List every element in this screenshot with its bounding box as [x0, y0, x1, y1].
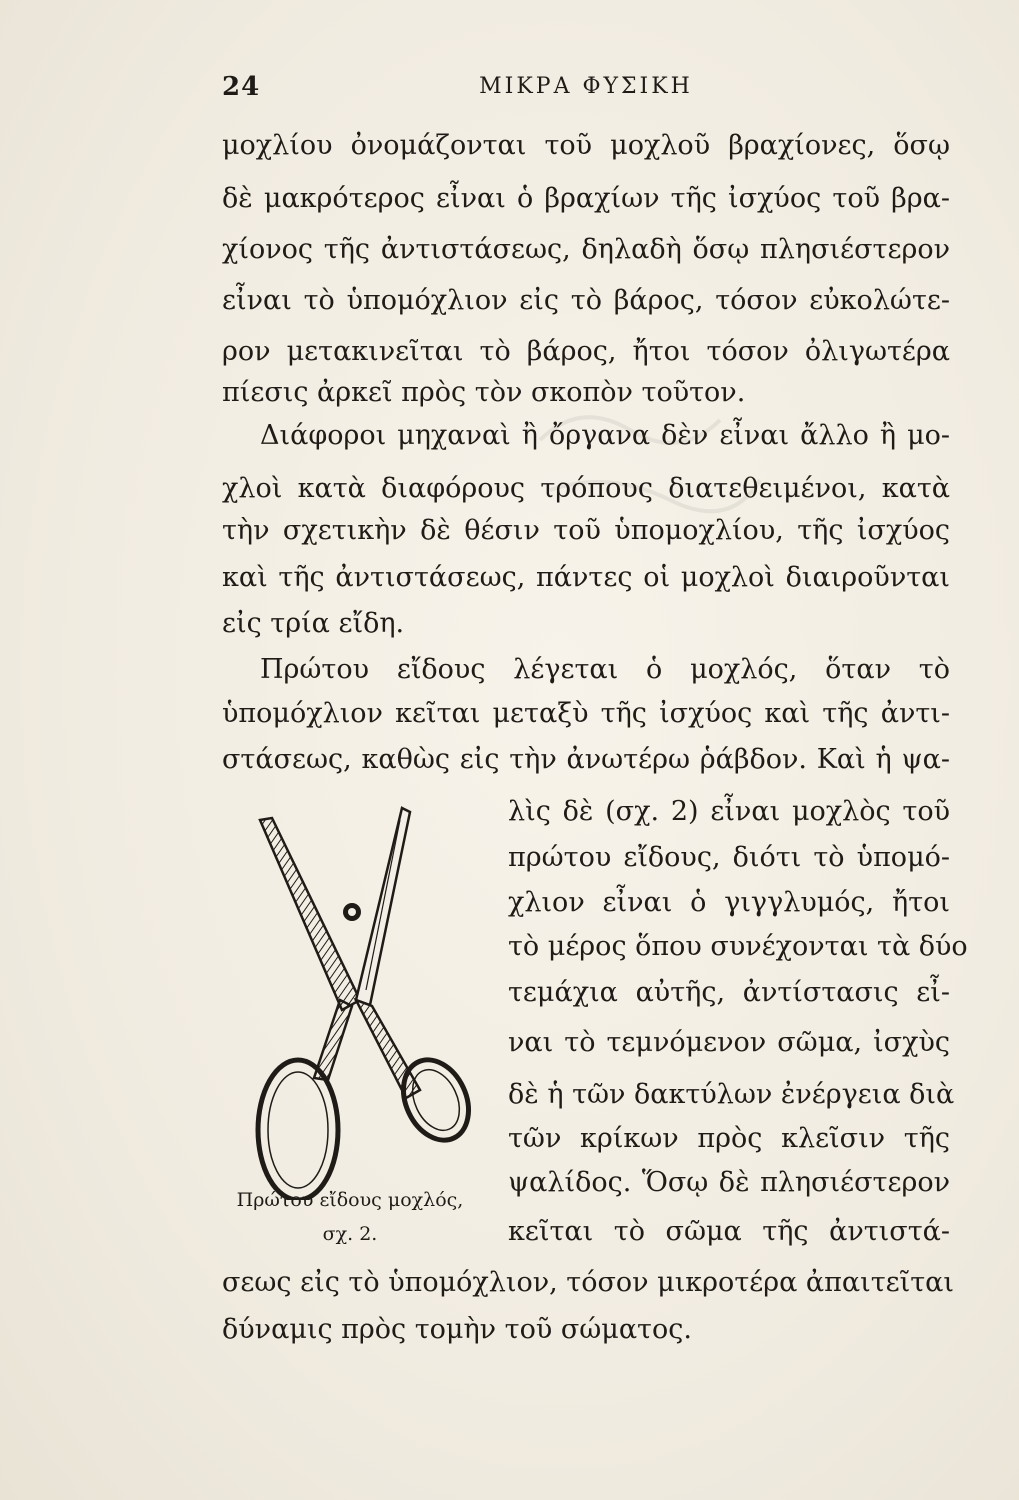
text-line: στάσεως, καθὼς εἰς τὴν ἀνωτέρω ῥάβδον. Καὶ ἡ ψα- — [222, 744, 950, 775]
page-number: 24 — [222, 72, 261, 102]
scissors-icon — [220, 800, 500, 1200]
text-line: χλιον εἶναι ὁ γιγγλυμός, ἤτοι — [508, 887, 950, 918]
text-line: σεως εἰς τὸ ὑπομόχλιον, τόσον μικροτέρα ἀπαιτεῖται — [222, 1267, 954, 1298]
text-line: εἶναι τὸ ὑπομόχλιον εἰς τὸ βάρος, τόσον εὐκολώτε- — [222, 285, 950, 316]
scissors-figure — [220, 800, 500, 1200]
text-line: τῶν κρίκων πρὸς κλεῖσιν τῆς — [508, 1123, 950, 1154]
text-line: χίονος τῆς ἀντιστάσεως, δηλαδὴ ὅσῳ πλησιέστερον — [222, 234, 950, 265]
paragraph-start-line: Πρώτου εἴδους λέγεται ὁ μοχλός, ὅταν τὸ — [260, 654, 950, 685]
text-line: ψαλίδος. Ὅσῳ δὲ πλησιέστερον — [508, 1167, 950, 1198]
text-line: ρον μετακινεῖται τὸ βάρος, ἤτοι τόσον ὀλιγωτέρα — [222, 336, 950, 367]
text-line: πίεσις ἀρκεῖ πρὸς τὸν σκοπὸν τοῦτον. — [222, 377, 746, 408]
paragraph-start-line: Διάφοροι μηχαναὶ ἢ ὄργανα δὲν εἶναι ἄλλο ἢ μο- — [260, 420, 950, 451]
text-line: ὑπομόχλιον κεῖται μεταξὺ τῆς ἰσχύος καὶ τῆς ἀντι- — [222, 698, 950, 729]
text-line: κεῖται τὸ σῶμα τῆς ἀντιστά- — [508, 1216, 950, 1247]
text-line: λὶς δὲ (σχ. 2) εἶναι μοχλὸς τοῦ — [508, 796, 950, 827]
text-line: τεμάχια αὐτῆς, ἀντίστασις εἶ- — [508, 977, 950, 1008]
page-header — [222, 72, 950, 108]
text-line: τὸ μέρος ὅπου συνέχονται τὰ δύο — [508, 931, 968, 962]
text-line: τὴν σχετικὴν δὲ θέσιν τοῦ ὑπομοχλίου, τῆς ἰσχύος — [222, 515, 950, 546]
text-line: ναι τὸ τεμνόμενον σῶμα, ἰσχὺς — [508, 1027, 950, 1058]
text-line: δύναμις πρὸς τομὴν τοῦ σώματος. — [222, 1314, 692, 1345]
running-head: ΜΙΚΡΑ ΦΥΣΙΚΗ — [479, 74, 693, 99]
text-line: εἰς τρία εἴδη. — [222, 608, 405, 639]
text-line: μοχλίου ὀνομάζονται τοῦ μοχλοῦ βραχίονες, ὅσῳ — [222, 130, 950, 161]
text-line: δὲ ἡ τῶν δακτύλων ἐνέργεια διὰ — [508, 1079, 955, 1110]
figure-caption-number: σχ. 2. — [322, 1223, 378, 1245]
text-line: καὶ τῆς ἀντιστάσεως, πάντες οἱ μοχλοὶ διαιροῦνται — [222, 562, 950, 593]
figure-caption: Πρώτου εἴδους μοχλός, — [236, 1189, 464, 1211]
text-line: χλοὶ κατὰ διαφόρους τρόπους διατεθειμένοι, κατὰ — [222, 473, 950, 504]
text-line: δὲ μακρότερος εἶναι ὁ βραχίων τῆς ἰσχύος τοῦ βρα- — [222, 183, 950, 214]
text-line: πρώτου εἴδους, διότι τὸ ὑπομό- — [508, 842, 950, 873]
